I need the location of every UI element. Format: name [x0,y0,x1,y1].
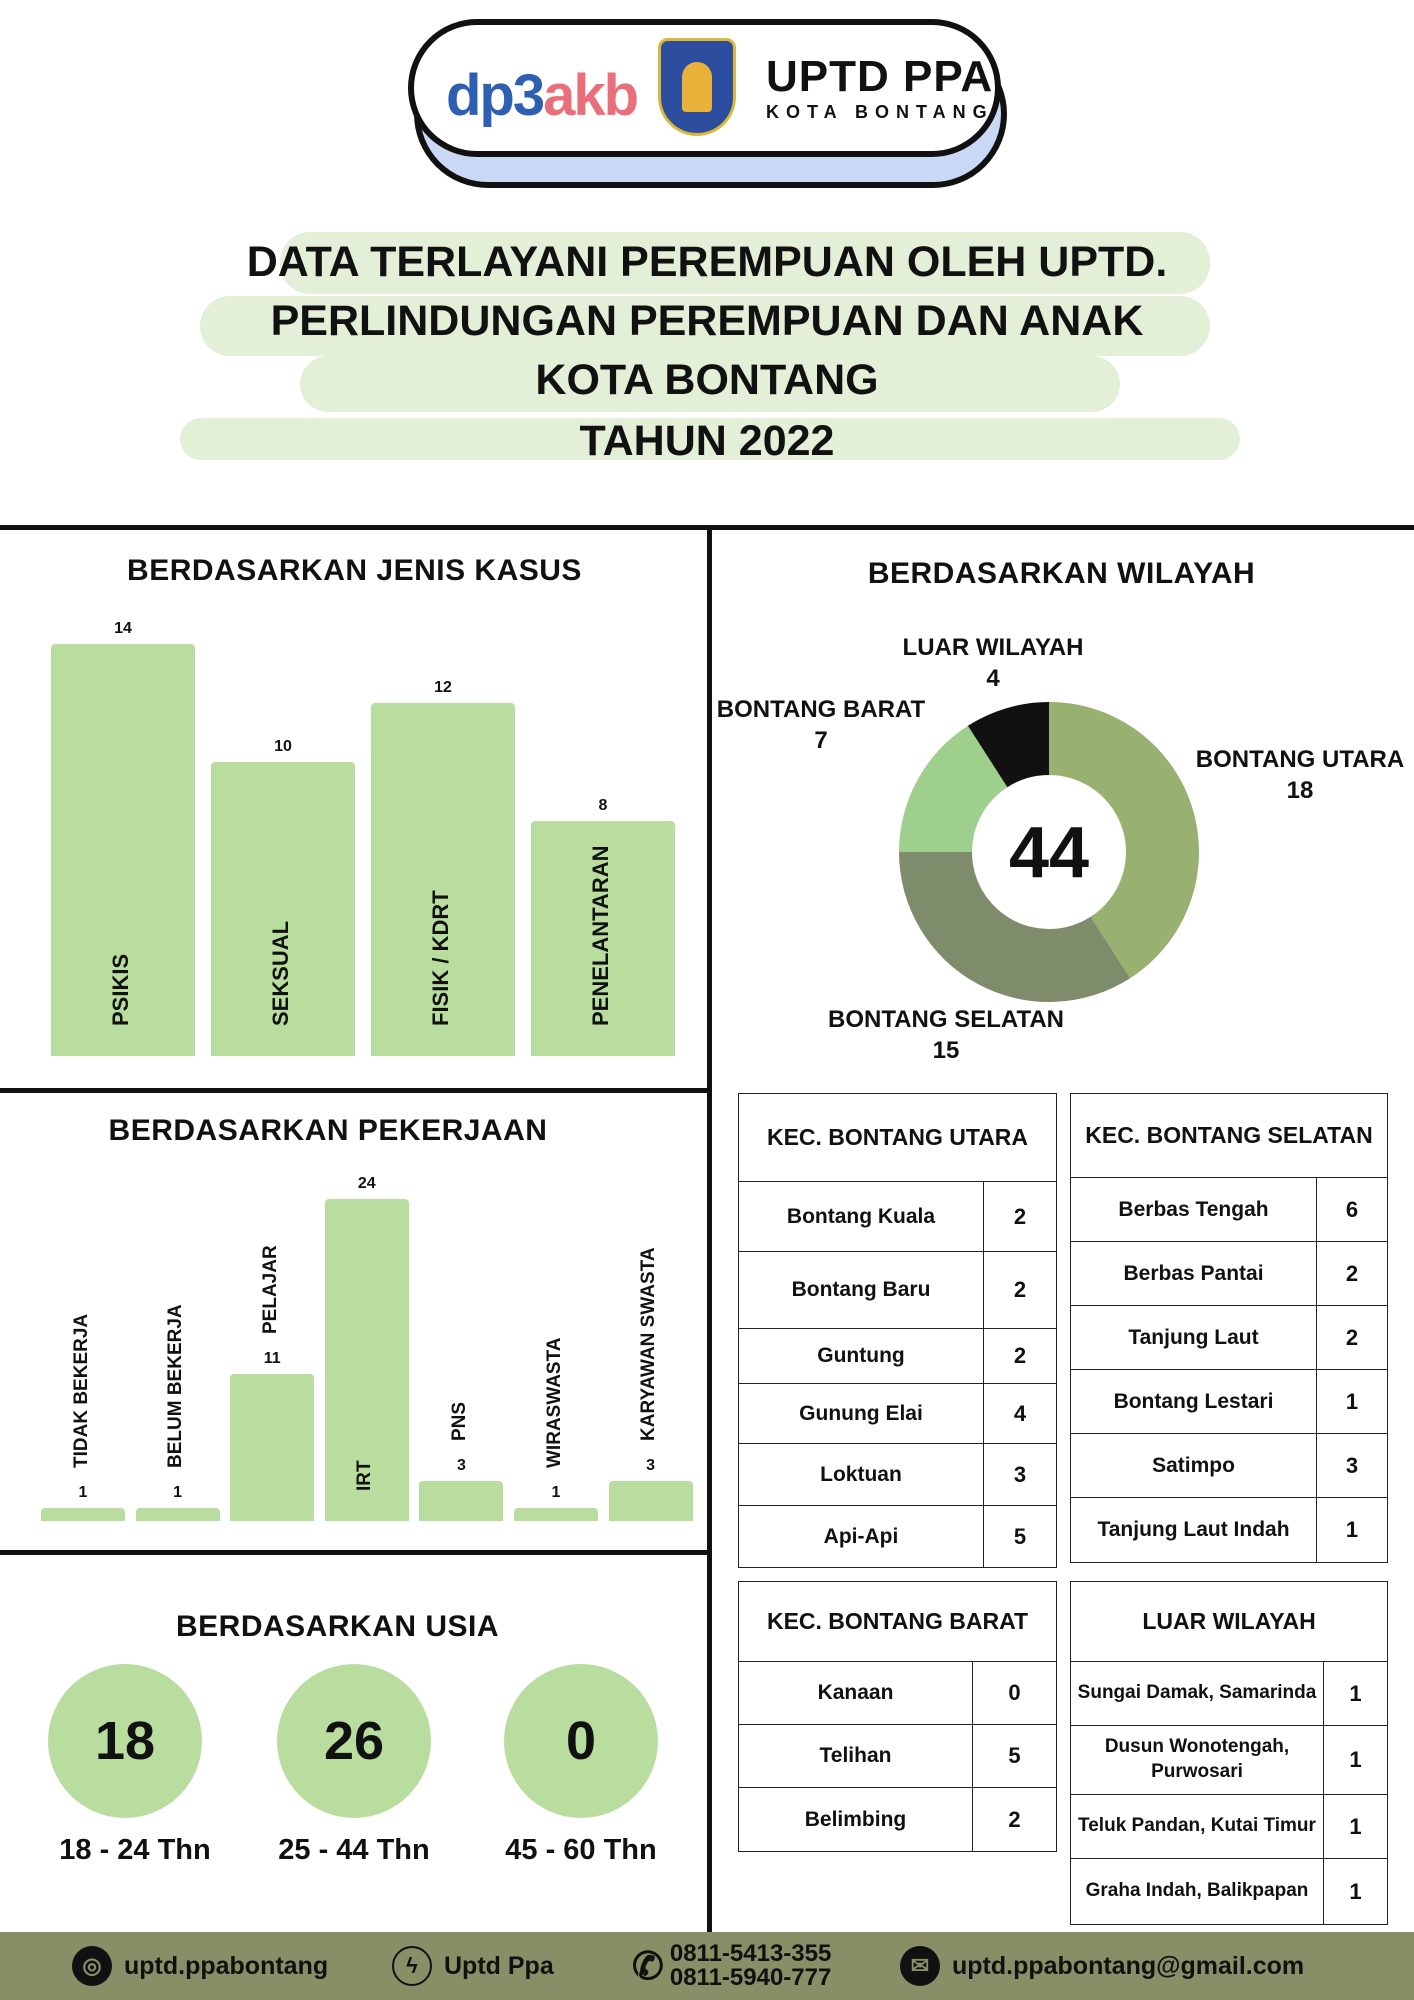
table-row [739,1506,1056,1567]
donut-label [671,694,971,756]
page-title-line: PERLINDUNGAN PEREMPUAN DAN ANAK [270,297,1144,345]
page-title-line: DATA TERLAYANI PEREMPUAN OLEH UPTD. [246,238,1168,286]
table-row [1071,1370,1387,1434]
page-title-line: KOTA BONTANG [535,356,879,404]
kelurahan-name: Graha Indah, Balikpapan [1071,1859,1324,1924]
table-header: KEC. BONTANG SELATAN [1071,1094,1387,1178]
kelurahan-count: 1 [1349,1747,1362,1772]
bar-label: KARYAWAN SWASTA [638,1247,660,1441]
kota-bontang-seal-logo [658,38,736,136]
org-name: UPTD PPA [766,52,994,101]
region-value: 15 [932,1037,960,1065]
kelurahan-name: Teluk Pandan, Kutai Timur [1071,1795,1324,1858]
table-row [1071,1859,1387,1924]
section-title-jenis-kasus: BERDASARKAN JENIS KASUS [127,554,582,587]
bar-label: FISIK / KDRT [428,890,453,1026]
bar [419,1401,503,1521]
kelurahan-count: 3 [1345,1452,1359,1478]
bar [531,821,675,1056]
table-row [739,1725,1056,1788]
bar-value: 1 [173,1483,183,1501]
kelurahan-name: Loktuan [739,1444,984,1505]
kelurahan-name: Belimbing [739,1788,973,1851]
region-value: 7 [814,727,828,755]
region-table [738,1581,1057,1852]
kelurahan-name: Guntung [739,1329,984,1383]
email-icon: ✉ [900,1946,940,1986]
divider [0,1088,709,1093]
kelurahan-count: 2 [1345,1324,1359,1350]
donut-label [843,632,1143,694]
donut-label [1150,744,1414,806]
table-row [739,1444,1056,1506]
age-label: 45 - 60 Thn [505,1834,657,1866]
footer-instagram[interactable] [72,1946,328,1986]
region-table [1070,1581,1388,1925]
region-table [738,1093,1057,1568]
dp3akb-logo: dp3akb [446,63,638,128]
footer-messenger[interactable] [392,1946,554,1986]
bar [51,644,195,1056]
table-row [1071,1726,1387,1795]
kelurahan-name: Sungai Damak, Samarinda [1071,1662,1324,1725]
bar-value: 11 [263,1349,281,1367]
bar-value: 12 [434,679,452,697]
bar-value: 24 [357,1175,376,1193]
kelurahan-count: 2 [1345,1260,1359,1286]
messenger-icon: ϟ [392,1946,432,1986]
kelurahan-count: 5 [1008,1743,1021,1768]
kelurahan-count: 1 [1345,1388,1359,1414]
bar-label: BELUM BEKERJA [165,1303,187,1468]
bar-label: PNS [448,1401,470,1441]
table-row [1071,1306,1387,1370]
region-name: BONTANG UTARA [1195,746,1405,773]
kelurahan-name: Bontang Baru [739,1252,984,1328]
kelurahan-name: Dusun Wonotengah, Purwosari [1071,1726,1324,1794]
table-header: LUAR WILAYAH [1071,1582,1387,1662]
bar-label: PELAJAR [259,1244,281,1334]
divider [0,1550,709,1555]
bar [371,703,515,1056]
kelurahan-name: Berbas Tengah [1071,1178,1317,1241]
kelurahan-name: Api-Api [739,1506,984,1567]
table-row [739,1662,1056,1725]
phone-icon: ✆ [632,1945,664,1988]
age-label: 18 - 24 Thn [59,1834,211,1866]
email-address: uptd.ppabontang@gmail.com [952,1951,1305,1980]
kelurahan-count: 3 [1013,1461,1027,1487]
table-row [739,1252,1056,1329]
kelurahan-name: Satimpo [1071,1434,1317,1497]
kelurahan-name: Bontang Lestari [1071,1370,1317,1433]
bar-label: IRT [354,1460,376,1491]
table-row [1071,1662,1387,1726]
kelurahan-name: Tanjung Laut [1071,1306,1317,1369]
table-header: KEC. BONTANG BARAT [739,1582,1056,1662]
bar-label: PSIKIS [108,953,133,1026]
table-row [1071,1434,1387,1498]
kelurahan-count: 1 [1349,1680,1362,1706]
footer-email[interactable] [900,1946,1304,1986]
instagram-handle: uptd.ppabontang [124,1951,329,1980]
bar [609,1247,693,1521]
kelurahan-count: 0 [1008,1680,1021,1705]
bar-value: 3 [456,1456,466,1474]
kelurahan-name: Kanaan [739,1662,973,1724]
region-name: LUAR WILAYAH [902,634,1084,661]
kelurahan-name: Tanjung Laut Indah [1071,1498,1317,1562]
table-row [739,1329,1056,1384]
kelurahan-name: Berbas Pantai [1071,1242,1317,1305]
kelurahan-count: 2 [1013,1203,1027,1229]
messenger-name: Uptd Ppa [444,1951,554,1980]
kelurahan-count: 1 [1349,1878,1362,1904]
age-circle: 0 [504,1664,658,1818]
region-name: BONTANG SELATAN [828,1006,1064,1033]
phone-number: 0811-5940-777 [669,1964,832,1991]
donut-total: 44 [1008,813,1090,893]
table-row [739,1788,1056,1851]
region-value: 4 [986,665,1000,693]
footer [0,1932,1414,2000]
table-header: KEC. BONTANG UTARA [739,1094,1056,1182]
bar [41,1313,125,1521]
bar-label: WIRASWASTA [543,1337,565,1468]
org-city: KOTA BONTANG [766,102,994,122]
age-label: 25 - 44 Thn [278,1834,430,1866]
bar-value: 10 [274,738,292,755]
region-table [1070,1093,1388,1563]
table-row [739,1384,1056,1444]
bar-value: 1 [551,1483,561,1501]
kelurahan-name: Bontang Kuala [739,1182,984,1251]
bar-label: SEKSUAL [268,920,293,1026]
bar-value: 8 [598,796,608,814]
table-row [1071,1242,1387,1306]
age-circle: 26 [277,1664,431,1818]
kelurahan-count: 4 [1013,1400,1027,1426]
bar [211,762,355,1056]
section-title-pekerjaan: BERDASARKAN PEKERJAAN [108,1114,548,1147]
bar [514,1337,598,1521]
bar [136,1303,220,1521]
kelurahan-count: 1 [1349,1813,1362,1839]
section-title-wilayah: BERDASARKAN WILAYAH [867,557,1256,590]
instagram-icon: ◎ [72,1946,112,1986]
kelurahan-count: 1 [1345,1517,1359,1542]
bar-value: 14 [114,620,132,638]
donut-label [796,1004,1096,1066]
table-row [1071,1498,1387,1562]
kelurahan-count: 2 [1013,1343,1027,1368]
table-row [739,1182,1056,1252]
kelurahan-count: 5 [1013,1523,1027,1549]
phone-number: 0811-5413-355 [669,1940,832,1967]
table-row [1071,1795,1387,1859]
kelurahan-count: 6 [1345,1196,1359,1222]
bar-value: 1 [78,1483,88,1501]
page-title-line: TAHUN 2022 [579,417,835,465]
table-row [1071,1178,1387,1242]
kelurahan-count: 2 [1013,1277,1027,1302]
region-name: BONTANG BARAT [716,696,926,723]
bar-label: TIDAK BEKERJA [70,1313,92,1468]
footer-phone[interactable] [632,1942,831,1990]
bar [325,1199,409,1521]
age-circle: 18 [48,1664,202,1818]
bar-value: 3 [646,1456,656,1474]
section-title-usia: BERDASARKAN USIA [175,1610,499,1643]
region-value: 18 [1286,777,1314,805]
kelurahan-count: 2 [1008,1806,1021,1832]
kelurahan-name: Gunung Elai [739,1384,984,1443]
bar-label: PENELANTARAN [588,845,613,1026]
kelurahan-name: Telihan [739,1725,973,1787]
